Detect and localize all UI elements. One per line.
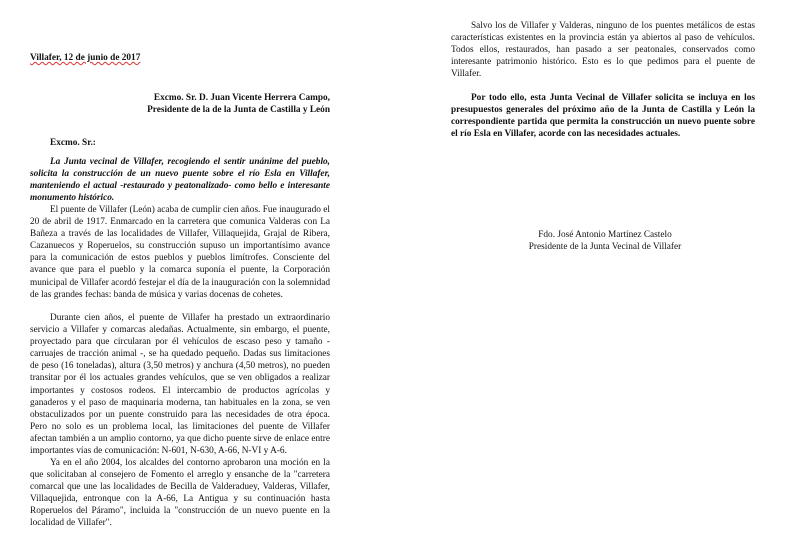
recipient-block: [100, 92, 330, 116]
body-paragraph-history: El puente de Villafer (León) acaba de cumplir cien años. Fue inaugurado el 20 de abril de 1917. Enmarcado en la carretera que comunica Valderas con La Bañeza a través de las localidades de Villafer, Villaquejida, Grajal de Ribera, Cazanuecos y Roperuelos, su construcción supuso un importantísimo avance para la comunicación de estos pueblos y pueblos limítrofes. Consciente del avance que para el pueblo y la comarca suponía el puente, la Corporación municipal de Villafer acordó festejar el día de la inauguración con la solemnidad de las grandes fechas: banda de música y varias docenas de cohetes.: [30, 205, 330, 300]
body-paragraph-limitations: Durante cien años, el puente de Villafer ha prestado un extraordinario servicio a Villafer y comarcas aledañas. Actualmente, sin embargo, el puente, proyectado para que circularan por él vehículos de escaso peso y tamaño - carruajes de tracción animal -, se ha quedado pequeño. Dadas sus limitaciones de peso (16 toneladas), altura (3,50 metros) y anchura (4,50 metros), no pueden transitar por él los actuales grandes vehículos, que se ven obligados a realizar importantes y costosos rodeos. El intercambio de productos agrícolas y ganaderos y el paso de maquinaria moderna, tan habituales en la zona, se ven obstaculizados por un puente construido para las necesidades de otra época. Pero no solo es un problema local, las limitaciones del puente de Villafer afectan también a un amplio contorno, ya que dicho puente sirve de enlace entre importantes vías de comunicación: N-601, N-630, A-66, N-VI y A-6.: [30, 313, 330, 457]
body-paragraph-motion: Ya en el año 2004, los alcaldes del contorno aprobaron una moción en la que solicitaban al consejero de Fomento el arreglo y ensanche de la "carretera comarcal que une las localidades de Becilla de Valderaduey, Valderas, Villafer, Villaquejida, entronque con la A-66, La Antigua y su continuación hasta Roperuelos del Páramo", incluida la "construcción de un nuevo puente en la localidad de Villafer".: [30, 458, 330, 529]
signature-name: Fdo. José Antonio Martínez Castelo: [538, 230, 672, 240]
signature-title: Presidente de la Junta Vecinal de Villafer: [528, 242, 682, 253]
body-paragraph-bridges: Salvo los de Villafer y Valderas, ninguno de los puentes metálicos de estas características existentes en la provincia están ya abiertos al paso de vehículos. Todos ellos, restaurados, han pasado a ser peatonales, conservados como interesante patrimonio histórico. Esto es lo que pedimos para el puente de Villafer.: [451, 21, 755, 80]
salutation: Excmo. Sr.:: [50, 138, 96, 148]
right-page: [400, 0, 800, 554]
signature-block: [490, 229, 720, 253]
intro-paragraph: La Junta vecinal de Villafer, recogiendo el sentir unánime del pueblo, solicita la construcción de un nuevo puente sobre el río Esla en Villafer, manteniendo el actual -restaurado y peatonalizado- como bello e interesante monumento histórico.: [30, 157, 330, 204]
recipient-name: Excmo. Sr. D. Juan Vicente Herrera Campo,: [153, 93, 330, 103]
recipient-title: Presidente de la de la Junta de Castilla y León: [147, 105, 330, 116]
request-paragraph: Por todo ello, esta Junta Vecinal de Villafer solicita se incluya en los presupuestos generales del próximo año de la Junta de Castilla y León la correspondiente partida que permita la construcción un nuevo puente sobre el río Esla en Villafer, acorde con las necesidades actuales.: [451, 93, 755, 140]
letter-date: Villafer, 12 de junio de 2017: [30, 53, 141, 63]
